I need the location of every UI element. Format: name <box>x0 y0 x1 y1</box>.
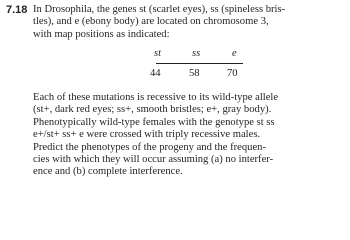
problem-question-paragraph <box>33 92 345 179</box>
text-line: e+/st+ ss+ e were crossed with triply recessive males. <box>33 129 261 141</box>
gene-label-e: e <box>232 48 237 59</box>
text-line: cies with which they will occur assuming (a) no interfer- <box>33 153 274 165</box>
text-line: Each of these mutations is recessive to its wild-type allele <box>33 92 279 103</box>
text-line: (st+, dark red eyes; ss+, smooth bristles; e+, gray body). <box>33 104 272 116</box>
problem-intro-paragraph <box>33 4 345 41</box>
text-line: ence and (b) complete interference. <box>33 166 183 178</box>
gene-label-ss: ss <box>192 48 201 59</box>
map-position-st: 44 <box>150 68 161 79</box>
map-position-ss: 58 <box>189 68 200 79</box>
text-line: tles), and e (ebony body) are located on chromosome 3, <box>33 16 269 28</box>
text-line: with map positions as indicated: <box>33 28 170 40</box>
problem-number: 7.18 <box>6 4 28 16</box>
gene-label-st: st <box>154 48 162 59</box>
chromosome-line <box>156 63 243 64</box>
map-position-e: 70 <box>227 68 238 79</box>
text-line: Predict the phenotypes of the progeny and the frequen- <box>33 141 266 153</box>
text-line: Phenotypically wild-type females with the genotype st ss <box>33 116 275 128</box>
chromosome-map <box>150 47 246 83</box>
text-line: In Drosophila, the genes st (scarlet eyes), ss (spineless bris- <box>33 4 286 15</box>
